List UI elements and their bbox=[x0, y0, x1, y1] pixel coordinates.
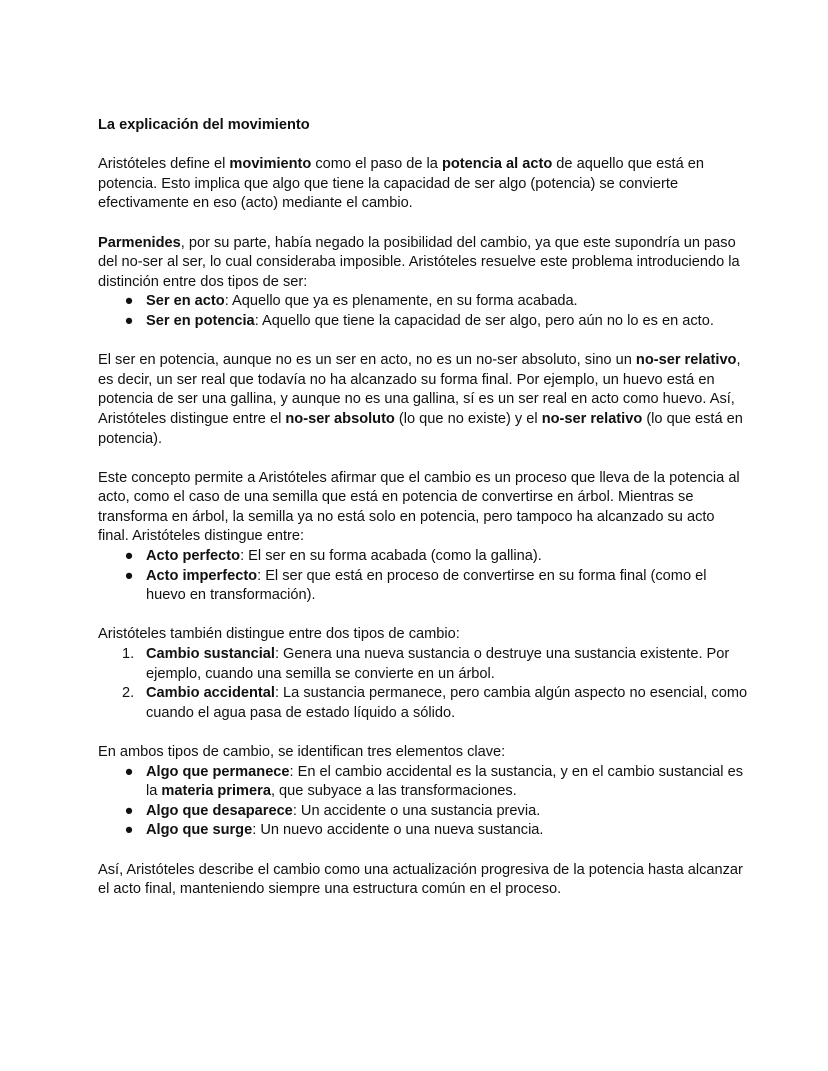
list-item: ● Ser en potencia: Aquello que tiene la capacidad de ser algo, pero aún no lo es en acto. bbox=[146, 312, 748, 332]
term-movimiento: movimiento bbox=[229, 156, 312, 173]
list-item: 2. Cambio accidental: La sustancia permanece, pero cambia algún aspecto no esencial, como cuando el agua pasa de estado líquido a sólido. bbox=[122, 685, 748, 721]
bullet-icon: ● bbox=[124, 548, 134, 565]
paragraph-conclusion: Así, Aristóteles describe el cambio como una actualización progresiva de la potencia hasta alcanzar el acto final, manteniendo siempre una estructura común en el proceso. bbox=[98, 861, 743, 898]
term-parmenides: Parmenides bbox=[98, 234, 181, 251]
list-item: ● Algo que desaparece: Un accidente o una sustancia previa. bbox=[146, 802, 748, 822]
list-item: ● Algo que surge: Un nuevo accidente o una nueva sustancia. bbox=[146, 821, 748, 841]
list-item: ● Algo que permanece: En el cambio accidental es la sustancia, y en el cambio sustancial es la materia primera, que subyace a las transformaciones. bbox=[146, 763, 748, 802]
list-number: 2. bbox=[122, 685, 135, 702]
list-types-of-change bbox=[98, 645, 748, 723]
paragraph-seed-example: Este concepto permite a Aristóteles afirmar que el cambio es un proceso que lleva de la potencia al acto, como el caso de una semilla que está en potencia de convertirse en árbol. Mientras se transforma en árbol, la semilla ya no está solo en potencia, pero tampoco ha alcanzado su acto final. Aristóteles distingue entre: bbox=[98, 469, 740, 545]
paragraph-being-in-potency: El ser en potencia, aunque no es un ser en acto, no es un no-ser absoluto, sino un no-ser relativo, es decir, un ser real que todavía no ha alcanzado su forma final. Por ejemplo, un huevo está en potencia de ser una gallina, y aunque no es una gallina, sí es un ser real en acto como huevo. Así, Aristóteles distingue entre el no-ser absoluto (lo que no existe) y el no-ser relativo (lo que está en potencia). bbox=[98, 352, 743, 447]
bullet-icon: ● bbox=[124, 802, 134, 819]
list-types-of-act bbox=[98, 547, 748, 606]
paragraph-key-elements-intro: En ambos tipos de cambio, se identifican tres elementos clave: bbox=[98, 744, 506, 760]
bullet-icon: ● bbox=[124, 822, 134, 839]
paragraph-types-of-change-intro: Aristóteles también distingue entre dos tipos de cambio: bbox=[98, 626, 460, 643]
paragraph-parmenides: Parmenides, por su parte, había negado la posibilidad del cambio, ya que este supondría un paso del no-ser al ser, lo cual consideraba imposible. Aristóteles resuelve este problema introduciendo la distinción entre dos tipos de ser: bbox=[98, 234, 740, 290]
bullet-icon: ● bbox=[124, 763, 134, 780]
list-item: ● Acto imperfecto: El ser que está en proceso de convertirse en su forma final (como el huevo en transformación). bbox=[146, 567, 748, 606]
document-title: La explicación del movimiento bbox=[98, 117, 310, 133]
list-number: 1. bbox=[122, 646, 135, 663]
term-potencia-al-acto: potencia al acto bbox=[441, 156, 553, 173]
list-key-elements bbox=[98, 763, 748, 841]
paragraph-movement-definition: Aristóteles define el movimiento como el paso de la potencia al acto de aquello que está en potencia. Esto implica que algo que tiene la capacidad de ser algo (potencia) se convierte efectivamente en eso (acto) mediante el cambio. bbox=[98, 156, 704, 212]
list-item: 1. Cambio sustancial: Genera una nueva sustancia o destruye una sustancia existente. Por ejemplo, cuando una semilla se convierte en un árbol. bbox=[122, 646, 730, 682]
list-item: ● Acto perfecto: El ser en su forma acabada (como la gallina). bbox=[146, 547, 748, 567]
bullet-icon: ● bbox=[124, 293, 134, 310]
bullet-icon: ● bbox=[124, 567, 134, 584]
list-types-of-being bbox=[98, 292, 748, 331]
bullet-icon: ● bbox=[124, 312, 134, 329]
document-body bbox=[98, 116, 748, 919]
list-item: ● Ser en acto: Aquello que ya es plenamente, en su forma acabada. bbox=[146, 292, 748, 312]
